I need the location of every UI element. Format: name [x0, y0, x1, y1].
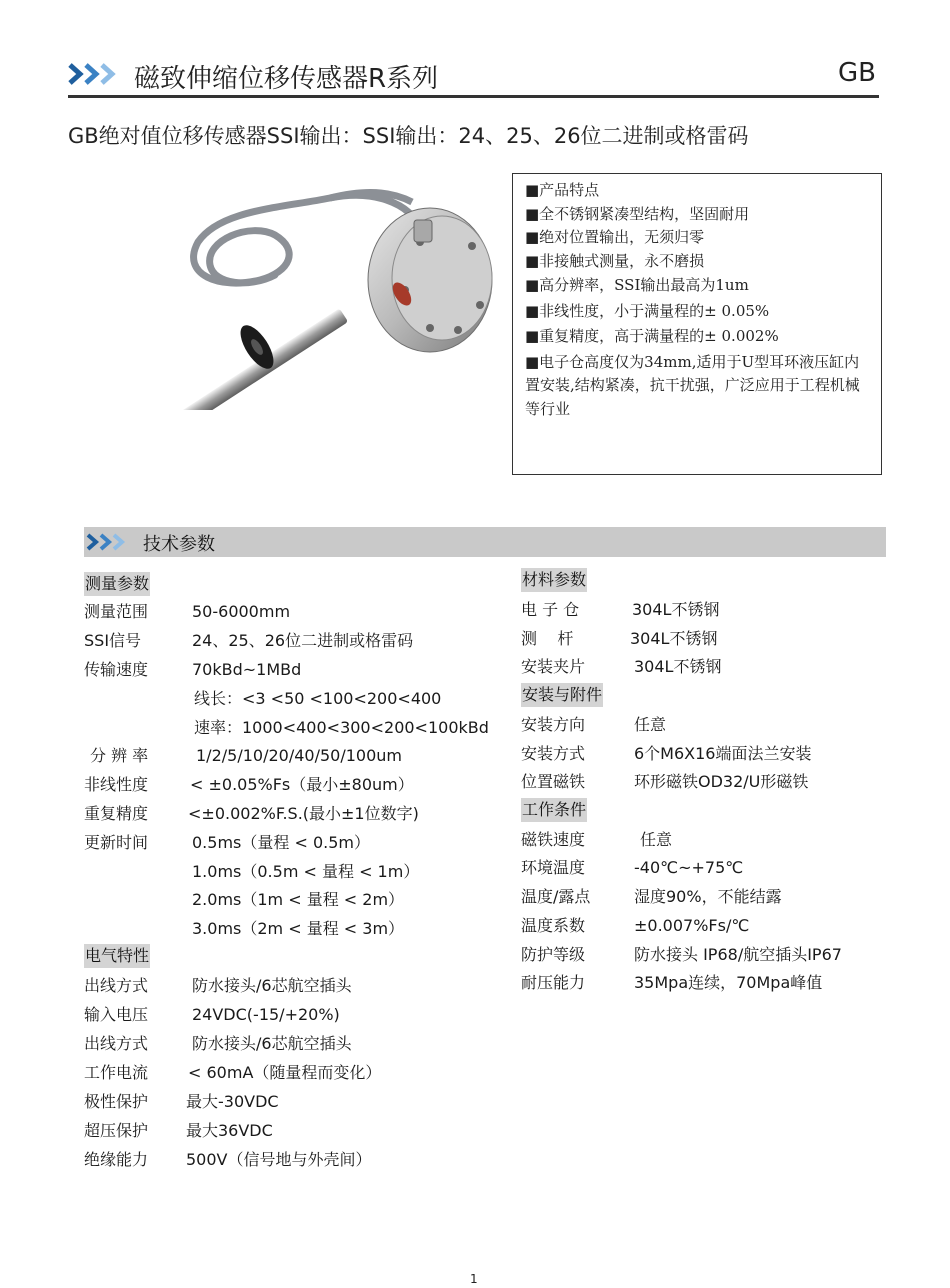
spec-value: 2.0ms（1m < 量程 < 2m）	[192, 890, 405, 909]
spec-key: 耐压能力	[521, 973, 586, 992]
feature-item: ■电子仓高度仅为34mm,适用于U型耳环液压缸内置安装,结构紧凑，抗干扰强，广泛应用于工程机械等行业	[525, 352, 860, 418]
spec-key: 温度/露点	[521, 887, 591, 906]
spec-value: 最大-30VDC	[186, 1092, 279, 1111]
spec-value: 任意	[634, 715, 667, 734]
spec-key: 工作电流	[84, 1063, 149, 1082]
spec-value: ±0.007%Fs/℃	[634, 916, 750, 935]
product-photo	[180, 180, 500, 410]
group-label-material: 材料参数	[521, 568, 587, 592]
features-box	[512, 173, 882, 475]
spec-value: 50-6000mm	[192, 602, 291, 621]
spec-value: 70kBd~1MBd	[192, 660, 302, 679]
spec-value: 3.0ms（2m < 量程 < 3m）	[192, 919, 405, 938]
spec-key: 更新时间	[84, 833, 149, 852]
feature-item: ■非线性度，小于满量程的± 0.05%	[525, 301, 770, 320]
group-label-install: 安装与附件	[521, 683, 603, 707]
feature-item: ■非接触式测量，永不磨损	[525, 251, 705, 270]
spec-key: 测 杆	[521, 629, 574, 648]
spec-key: 防护等级	[521, 945, 586, 964]
spec-value: 500V（信号地与外壳间）	[186, 1150, 372, 1169]
feature-item: ■高分辨率，SSI输出最高为1um	[525, 276, 749, 294]
group-label-work: 工作条件	[521, 798, 587, 822]
spec-key: 安装方式	[521, 744, 586, 763]
spec-key: 极性保护	[84, 1092, 149, 1111]
spec-value: 湿度90%，不能结露	[634, 887, 782, 906]
spec-value: < 60mA（随量程而变化）	[188, 1063, 382, 1082]
section-header	[84, 527, 886, 557]
spec-value: -40℃~+75℃	[634, 858, 744, 877]
spec-value: 任意	[640, 830, 673, 849]
spec-value: 防水接头 IP68/航空插头IP67	[634, 945, 842, 964]
spec-key: 超压保护	[84, 1121, 149, 1140]
section-title: 技术参数	[143, 534, 215, 555]
spec-key: 重复精度	[84, 804, 149, 823]
spec-key: 绝缘能力	[84, 1150, 149, 1169]
spec-value: 6个M6X16端面法兰安装	[634, 744, 812, 763]
product-subtitle: GB绝对值位移传感器SSI输出：SSI输出：24、25、26位二进制或格雷码	[68, 124, 749, 148]
header-divider	[68, 95, 879, 98]
spec-key: 电 子 仓	[521, 600, 580, 619]
spec-key: 安装方向	[521, 715, 586, 734]
spec-value: 线长：<3 <50 <100<200<400	[194, 689, 442, 708]
spec-value: 速率：1000<400<300<200<100kBd	[194, 718, 489, 737]
spec-key: 测量范围	[84, 602, 149, 621]
spec-key: 磁铁速度	[521, 830, 586, 849]
spec-value: 防水接头/6芯航空插头	[192, 1034, 352, 1053]
spec-value: 1/2/5/10/20/40/50/100um	[196, 746, 402, 765]
spec-value: 304L不锈钢	[630, 629, 718, 648]
group-label-electrical: 电气特性	[84, 944, 150, 968]
spec-key: 出线方式	[84, 1034, 149, 1053]
spec-key: 安装夹片	[521, 657, 586, 676]
spec-value: 1.0ms（0.5m < 量程 < 1m）	[192, 862, 420, 881]
spec-value: 304L不锈钢	[634, 657, 722, 676]
series-code: GB	[838, 58, 876, 88]
spec-value: < ±0.05%Fs（最小±80um）	[190, 775, 414, 794]
spec-value: 304L不锈钢	[632, 600, 720, 619]
spec-key: 位置磁铁	[521, 772, 586, 791]
spec-value: 0.5ms（量程 < 0.5m）	[192, 833, 370, 852]
spec-key: 分 辨 率	[90, 746, 149, 765]
group-label-measure: 测量参数	[84, 572, 150, 596]
page-title: 磁致伸缩位移传感器R系列	[134, 64, 439, 94]
spec-key: 非线性度	[84, 775, 149, 794]
spec-value: <±0.002%F.S.(最小±1位数字)	[188, 804, 419, 823]
spec-value: 35Mpa连续，70Mpa峰值	[634, 973, 823, 992]
spec-value: 防水接头/6芯航空插头	[192, 976, 352, 995]
features-heading: ■产品特点	[525, 181, 600, 199]
spec-value: 24、25、26位二进制或格雷码	[192, 631, 414, 650]
feature-item: ■重复精度，高于满量程的± 0.002%	[525, 327, 779, 345]
spec-key: 传输速度	[84, 660, 149, 679]
spec-key: SSI信号	[84, 631, 142, 650]
spec-key: 温度系数	[521, 916, 586, 935]
feature-item: ■全不锈钢紧凑型结构，坚固耐用	[525, 204, 750, 223]
spec-value: 24VDC(-15/+20%)	[192, 1005, 340, 1024]
spec-key: 输入电压	[84, 1005, 149, 1024]
spec-key: 环境温度	[521, 858, 586, 877]
header-chevron-icon	[68, 63, 128, 85]
spec-value: 最大36VDC	[186, 1121, 273, 1140]
spec-value: 环形磁铁OD32/U形磁铁	[634, 772, 809, 791]
feature-item: ■绝对位置输出，无须归零	[525, 228, 705, 246]
page-number: 1	[470, 1272, 478, 1286]
section-chevron-icon	[86, 533, 132, 551]
spec-key: 出线方式	[84, 976, 149, 995]
